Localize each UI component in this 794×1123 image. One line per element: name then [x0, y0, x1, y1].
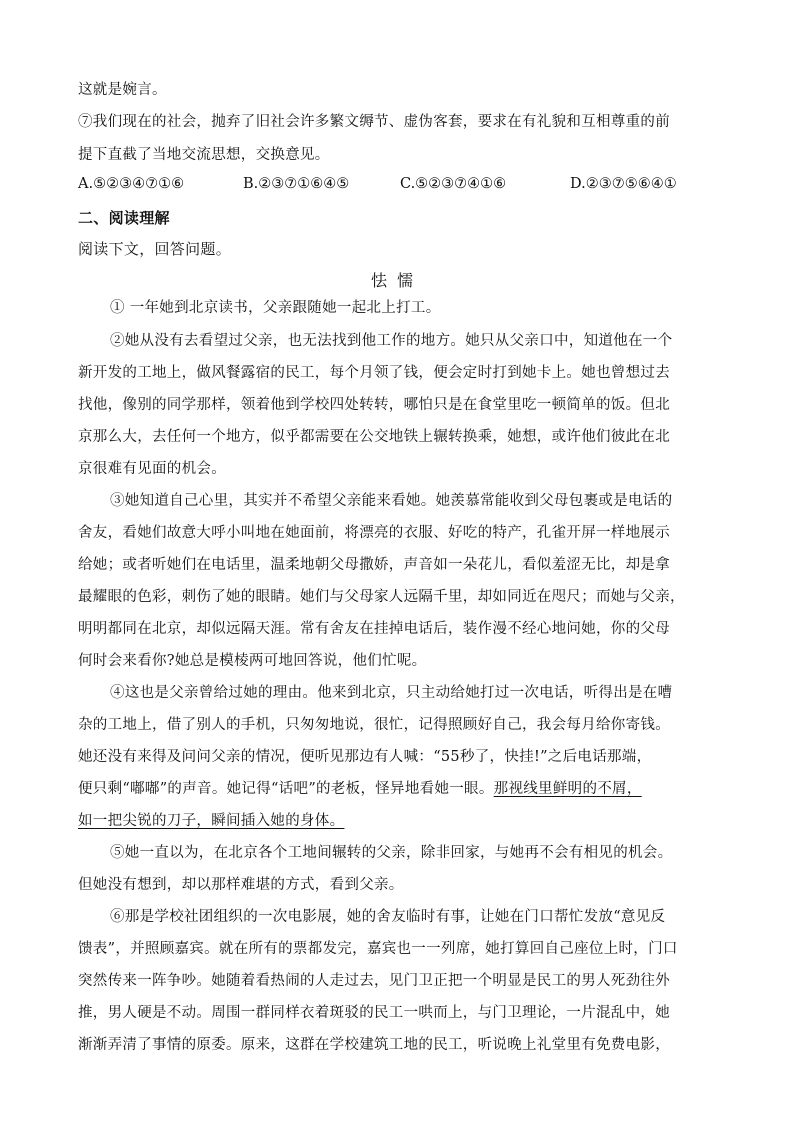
- paragraph-line: 京那么大，去任何一个地方，似乎都需要在公交地铁上辗转换乘，她想，或许他们彼此在北: [78, 429, 670, 445]
- paragraph-line: 最耀眼的色彩，刺伤了她的眼睛。她们与父母家人远隔千里，却如同近在咫尺；而她与父亲，: [78, 589, 685, 605]
- paragraph-line: 馈表”，并照顾嘉宾。就在所有的票都发完，嘉宾也一一列席，她打算回自己座位上时，门口: [78, 941, 678, 957]
- paragraph-line: 杂的工地上，借了别人的手机，只匆匆地说，很忙，记得照顾好自己，我会每月给你寄钱。: [78, 717, 670, 733]
- paragraph-line: 给她；或者听她们在电话里，温柔地朝父母撒娇，声音如一朵花儿，看似羞涩无比，却是拿: [78, 557, 670, 573]
- paragraph-text: 便只剩“嘟嘟”的声音。她记得“话吧”的老板，怪异地看她一眼。: [78, 781, 494, 797]
- choice-c: C.⑤②③⑦④①⑥: [400, 176, 507, 192]
- article-title: 怯懦: [370, 271, 423, 290]
- paragraph-line: ④这也是父亲曾给过她的理由。他来到北京，只主动给她打过一次电话，听得出是在嘈: [110, 685, 673, 701]
- underlined-sentence: 如一把尖锐的刀子，瞬间插入她的身体。: [78, 813, 345, 829]
- paragraph-line: 新开发的工地上，做风餐露宿的民工，每个月领了钱，便会定时打到她卡上。她也曾想过去: [78, 365, 670, 381]
- paragraph-line: ① 一年她到北京读书，父亲跟随她一起北上打工。: [110, 300, 441, 316]
- choice-d: D.②③⑦⑤⑥④①: [570, 176, 677, 192]
- text-line: ⑦我们现在的社会，抛弃了旧社会许多繁文缛节、虚伪客套，要求在有礼貌和互相尊重的前: [78, 114, 670, 130]
- paragraph-line: ③她知道自己心里，其实并不希望父亲能来看她。她羡慕常能收到父母包裹或是电话的: [110, 493, 673, 509]
- paragraph-line: 明明都同在北京，却似远隔天涯。常有舍友在挂掉电话后，装作漫不经心地问她，你的父母: [78, 621, 670, 637]
- paragraph-line: 舍友，看她们故意大呼小叫地在她面前，将漂亮的衣服、好吃的特产，孔雀开屏一样地展示: [78, 525, 670, 541]
- text-line: 提下直截了当地交流思想，交换意见。: [78, 147, 330, 163]
- paragraph-line: 找他，像别的同学那样，领着他到学校四处转转，哪怕只是在食堂里吃一顿简单的饭。但北: [78, 397, 670, 413]
- underlined-sentence: 那视线里鲜明的不屑，: [493, 781, 642, 797]
- paragraph-line: [78, 811, 718, 831]
- choice-b: B.②③⑦①⑥④⑤: [243, 176, 350, 192]
- choice-a: A.⑤②③④⑦①⑥: [78, 176, 185, 192]
- section-heading: 二、阅读理解: [78, 209, 170, 227]
- paragraph-line: 突然传来一阵争吵。她随着看热闹的人走过去，见门卫正把一个明显是民工的男人死劲往外: [78, 973, 670, 989]
- paragraph-line: ⑥那是学校社团组织的一次电影展，她的舍友临时有事，让她在门口帮忙发放“意见反: [110, 909, 666, 925]
- paragraph-line: 何时会来看你?她总是模棱两可地回答说，他们忙呢。: [78, 653, 427, 669]
- paragraph-line: ⑤她一直以为，在北京各个工地间辗转的父亲，除非回家，与她再不会有相见的机会。: [110, 845, 673, 861]
- paragraph-line: 渐渐弄清了事情的原委。原来，这群在学校建筑工地的民工，听说晚上礼堂里有免费电影，: [78, 1037, 670, 1053]
- text-line: 这就是婉言。: [78, 82, 167, 98]
- paragraph-line: 京很难有见面的机会。: [78, 461, 226, 477]
- paragraph-line: 推，男人硬是不动。周围一群同样衣着斑驳的民工一哄而上，与门卫理论，一片混乱中，她: [78, 1005, 670, 1021]
- paragraph-line: 但她没有想到，却以那样难堪的方式，看到父亲。: [78, 877, 404, 893]
- paragraph-line: 她还没有来得及问问父亲的情况，便听见那边有人喊：“55秒了，快挂!”之后电话那端，: [78, 749, 652, 765]
- paragraph-line: ②她从没有去看望过父亲，也无法找到他工作的地方。她只从父亲口中，知道他在一个: [110, 333, 673, 349]
- section-instruction: 阅读下文，回答问题。: [78, 240, 232, 258]
- paragraph-line: [78, 779, 718, 799]
